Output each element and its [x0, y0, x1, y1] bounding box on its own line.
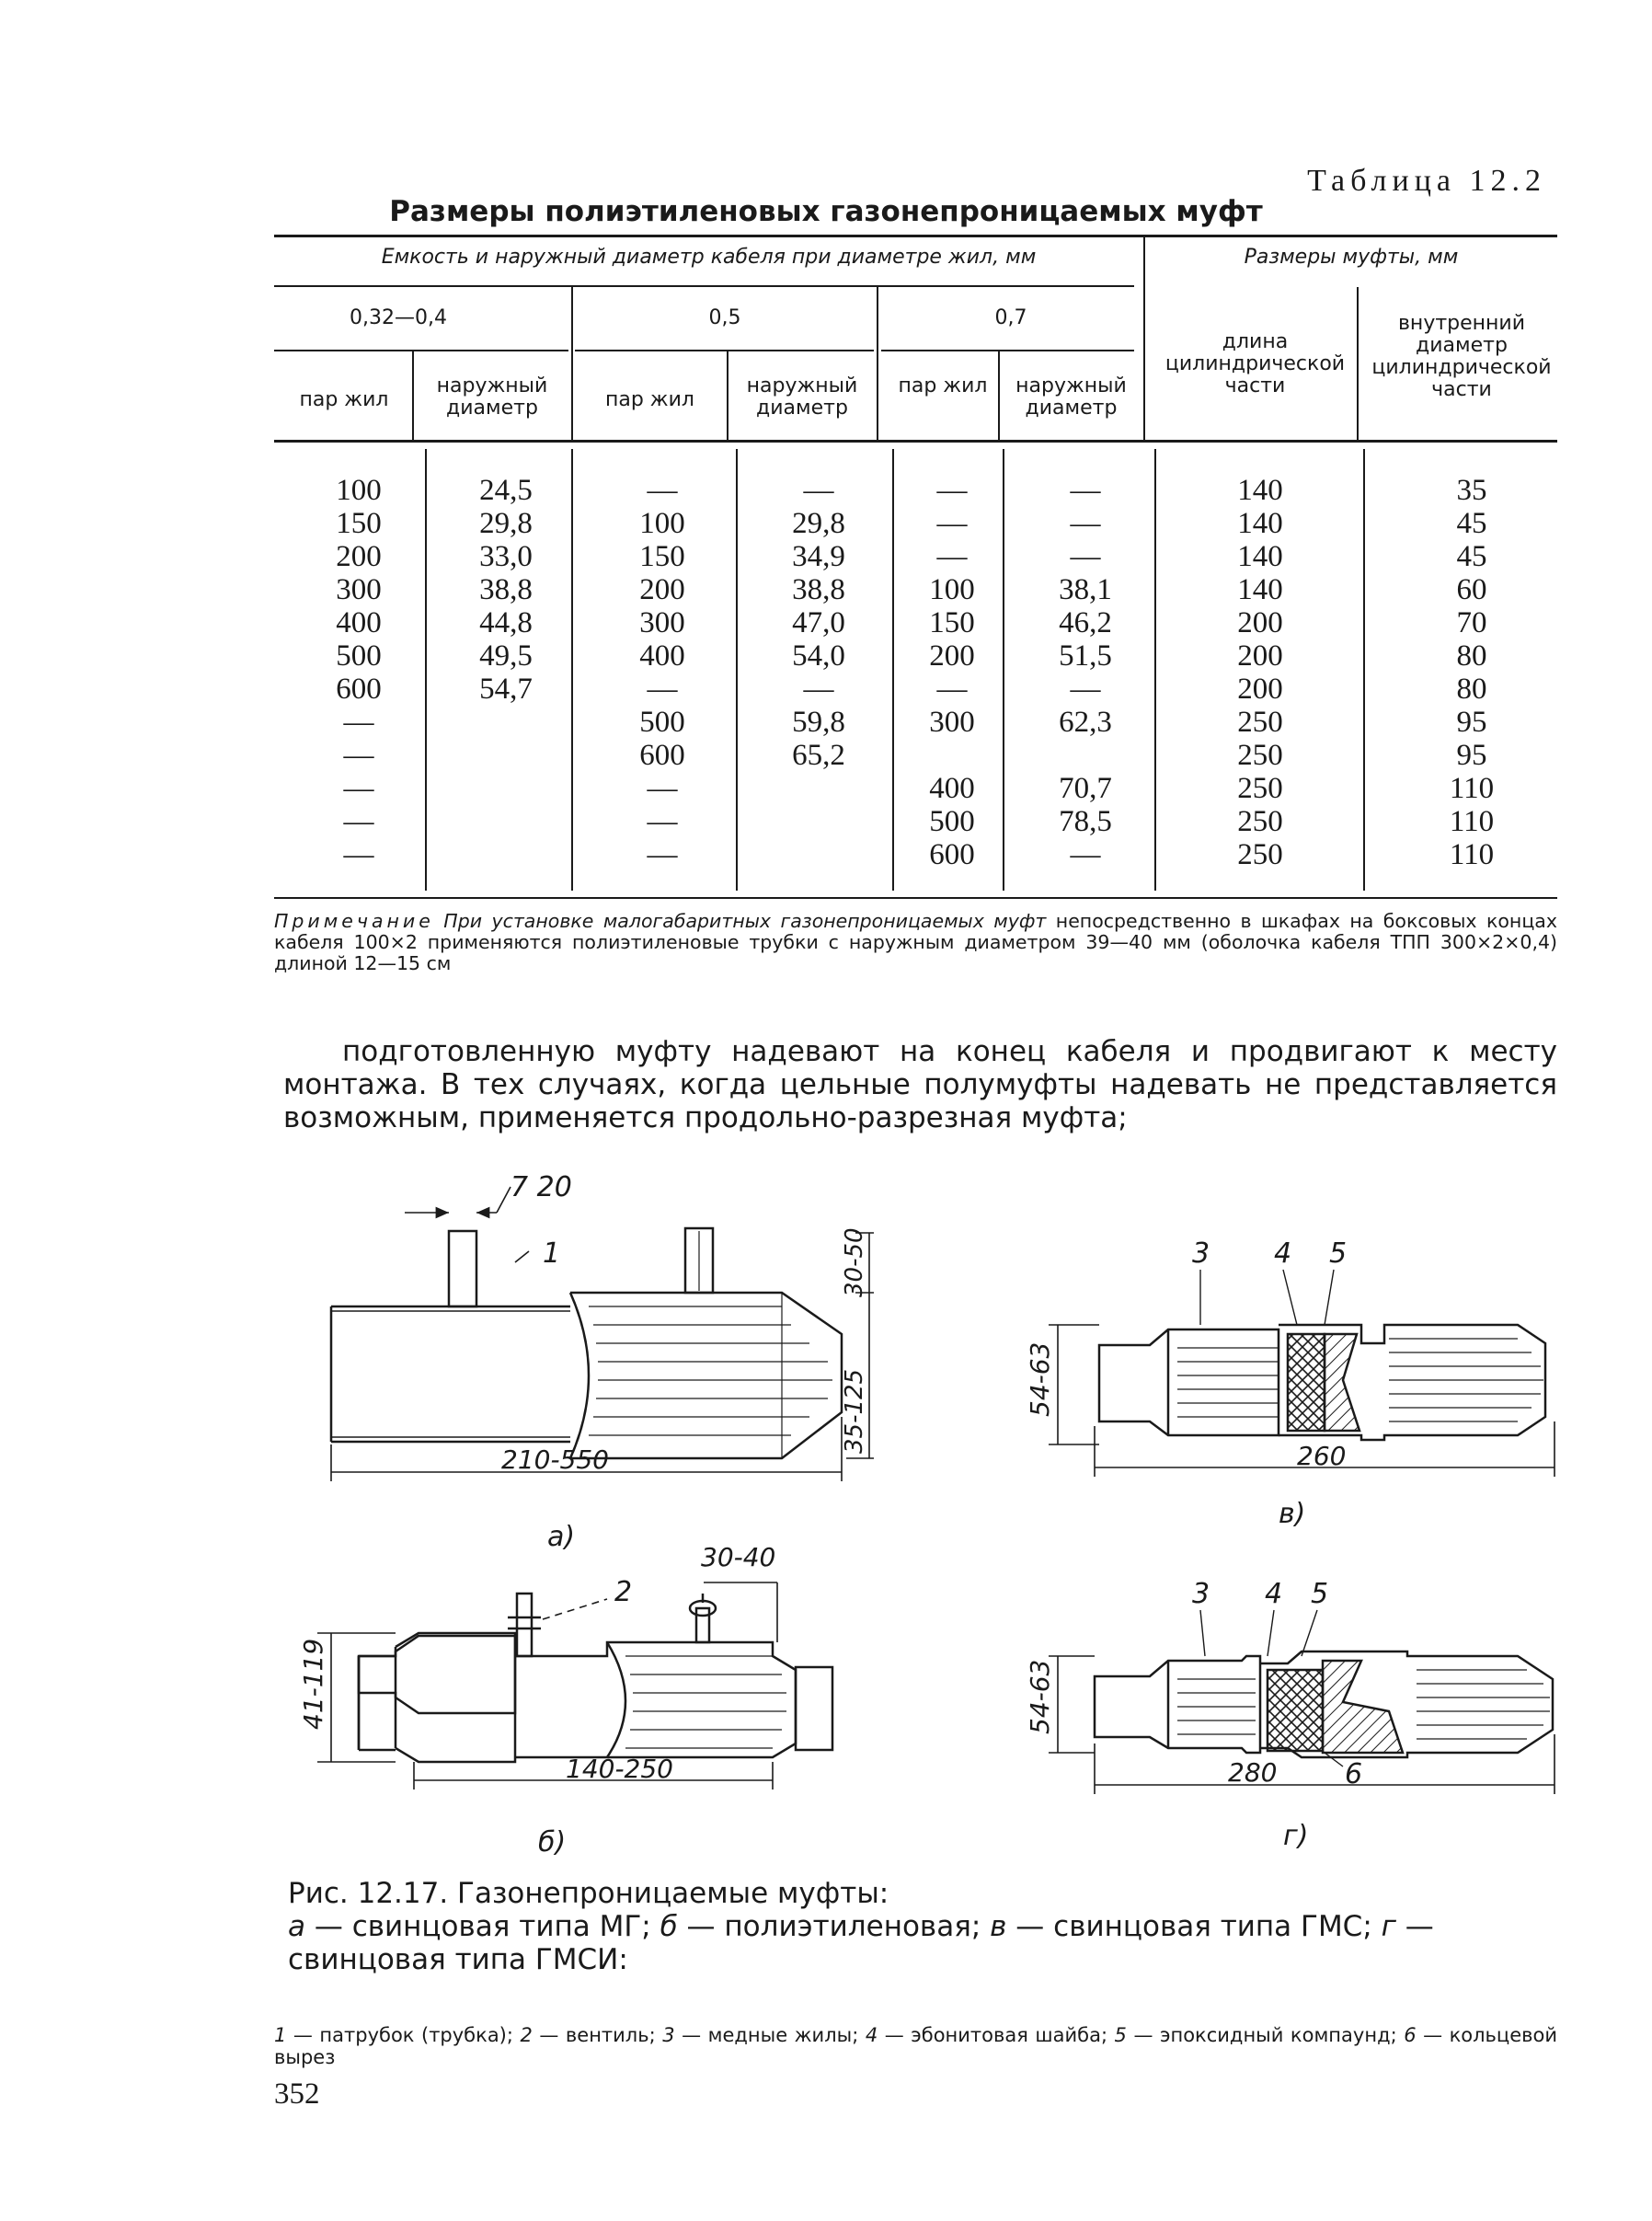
dim-b-top: 30-40 [701, 1542, 776, 1572]
table-cell: 100 [639, 507, 685, 540]
table-cell: 400 [639, 639, 685, 673]
table-cell: 54,0 [792, 639, 845, 673]
table-cell: 200 [336, 540, 382, 573]
table-cell: — [936, 474, 968, 507]
table-cell: — [343, 805, 374, 838]
table-cell: 38,8 [479, 573, 533, 606]
table-cell: 33,0 [479, 540, 533, 573]
note-italic: При установке малогабаритных газонепроницаемых муфт [443, 910, 1047, 932]
table-cell: — [936, 507, 968, 540]
table-cell: 70,7 [1059, 772, 1112, 805]
label-v: в) [1279, 1498, 1306, 1530]
caption-letter: г [1381, 1910, 1396, 1943]
note-label: Примечание [274, 910, 434, 932]
callout-v-4: 4 [1274, 1237, 1292, 1270]
table-cell: 150 [336, 507, 382, 540]
table-cell: 45 [1456, 507, 1487, 540]
callout-g-3: 3 [1192, 1578, 1210, 1610]
table-cell: 29,8 [792, 507, 845, 540]
legend-text: — кольцевой вырез [274, 2024, 1558, 2068]
dim-a-top: 7 20 [511, 1171, 572, 1203]
table-cell: 34,9 [792, 540, 845, 573]
caption-letter: в [990, 1910, 1007, 1943]
page-number: 352 [274, 2077, 320, 2111]
table-cell: — [647, 838, 678, 871]
table-cell: — [343, 772, 374, 805]
table-cell: — [1070, 540, 1101, 573]
legend-text: — патрубок (трубка); [286, 2024, 521, 2046]
table-cell: 200 [639, 573, 685, 606]
caption-text: — полиэтиленовая; [677, 1910, 991, 1943]
table-cell: 110 [1449, 838, 1495, 871]
callout-2: 2 [614, 1576, 633, 1608]
table-cell: 250 [1237, 772, 1283, 805]
header-diam-032: 0,32—0,4 [350, 306, 447, 329]
table-cell: 110 [1449, 805, 1495, 838]
dim-b-bottom: 140-250 [566, 1754, 673, 1784]
table-cell: 100 [336, 474, 382, 507]
table-cell: 400 [336, 606, 382, 639]
header-pairs-1: пар жил [299, 388, 389, 411]
table-cell: 59,8 [792, 706, 845, 739]
callout-g-5: 5 [1311, 1578, 1329, 1610]
table-cell: 250 [1237, 838, 1283, 871]
callout-g-4: 4 [1265, 1578, 1283, 1610]
table-cell: 49,5 [479, 639, 533, 673]
header-outer-3: наружный диаметр [1015, 374, 1127, 420]
table-cell: 38,8 [792, 573, 845, 606]
table-cell: — [1070, 474, 1101, 507]
callout-1: 1 [543, 1237, 561, 1270]
caption-text: — свинцовая типа ГМС; [1006, 1910, 1382, 1943]
caption-letter: б [660, 1910, 678, 1943]
table-cell: — [343, 838, 374, 871]
callout-v-3: 3 [1192, 1237, 1210, 1270]
caption-text: — свинцовая типа МГ; [305, 1910, 660, 1943]
table-cell: — [1070, 673, 1101, 706]
table-cell: 100 [929, 573, 975, 606]
table-cell: 62,3 [1059, 706, 1112, 739]
table-cell: 24,5 [479, 474, 533, 507]
dim-g-left: 54-63 [1025, 1659, 1055, 1734]
table-cell: 250 [1237, 739, 1283, 772]
header-sleeve-group: Размеры муфты, мм [1244, 246, 1459, 269]
table-cell: — [1070, 838, 1101, 871]
dim-a-bottom: 210-550 [501, 1444, 609, 1475]
header-pairs-3: пар жил [898, 374, 988, 397]
table-cell: 500 [929, 805, 975, 838]
table-cell: 300 [336, 573, 382, 606]
caption-text: — свинцовая типа ГМСИ: [288, 1910, 1434, 1976]
figure-legend [274, 2024, 1557, 2068]
table-cell: 51,5 [1059, 639, 1112, 673]
dim-v-left: 54-63 [1025, 1341, 1055, 1417]
table-cell: — [343, 739, 374, 772]
dim-a-right-top: 30-50 [841, 1227, 868, 1297]
table-cell: 38,1 [1059, 573, 1112, 606]
table-cell: 140 [1237, 540, 1283, 573]
table-cell: — [936, 540, 968, 573]
header-inner: внутренний диаметр цилиндрической части [1371, 312, 1552, 401]
label-a: а) [547, 1521, 576, 1553]
table-cell: 200 [929, 639, 975, 673]
header-cable-group: Емкость и наружный диаметр кабеля при диаметре жил, мм [381, 246, 1037, 269]
table-cell: — [647, 474, 678, 507]
table-cell: 45 [1456, 540, 1487, 573]
table-cell: — [936, 673, 968, 706]
table-cell: — [803, 474, 834, 507]
table-cell: 29,8 [479, 507, 533, 540]
table-cell: 65,2 [792, 739, 845, 772]
table-title: Размеры полиэтиленовых газонепроницаемых муфт [389, 195, 1263, 228]
legend-number: 2 [520, 2024, 533, 2046]
table-cell: — [647, 673, 678, 706]
table-cell: 60 [1456, 573, 1487, 606]
callout-v-5: 5 [1329, 1237, 1348, 1270]
caption-letter: а [288, 1910, 305, 1943]
callout-g-6: 6 [1345, 1758, 1363, 1790]
legend-number: 3 [662, 2024, 675, 2046]
legend-text: — медные жилы; [674, 2024, 866, 2046]
table-cell: 78,5 [1059, 805, 1112, 838]
header-pairs-2: пар жил [604, 388, 694, 411]
table-cell: 35 [1456, 474, 1487, 507]
dim-b-left: 41-119 [298, 1638, 328, 1730]
legend-text: — эбонитовая шайба; [878, 2024, 1115, 2046]
table-cell: 80 [1456, 673, 1487, 706]
label-g: г) [1283, 1820, 1309, 1852]
legend-number: 6 [1404, 2024, 1417, 2046]
table-cell: 200 [1237, 673, 1283, 706]
table-cell: 600 [929, 838, 975, 871]
table-cell: 300 [639, 606, 685, 639]
table-cell: 44,8 [479, 606, 533, 639]
table-cell: 46,2 [1059, 606, 1112, 639]
table-cell: — [343, 706, 374, 739]
diagram-g [1049, 1610, 1554, 1794]
header-diam-07: 0,7 [994, 306, 1027, 329]
table-cell: 140 [1237, 573, 1283, 606]
dim-g-bottom: 280 [1228, 1757, 1278, 1788]
table-cell: 140 [1237, 507, 1283, 540]
figure-caption-parts [288, 1910, 1557, 1976]
table-label: Таблица 12.2 [1307, 164, 1546, 198]
table-cell: 250 [1237, 805, 1283, 838]
table-cell: 200 [1237, 606, 1283, 639]
table-cell: 250 [1237, 706, 1283, 739]
note-text: непосредственно в шкафах на боксовых концах кабеля 100×2 применяются полиэтиленовые трубки с наружным диаметром 39—40 мм (оболочка кабеля ТПП 300×2×0,4) длиной 12—15 см [274, 910, 1557, 974]
table-cell: 500 [336, 639, 382, 673]
table-cell: — [647, 772, 678, 805]
table-cell: 500 [639, 706, 685, 739]
body-paragraph: подготовленную муфту надевают на конец кабеля и продвигают к месту монтажа. В тех случаях, когда цельные полумуфты надевать не представляется возможным, применяется продольно-разрезная муфта; [283, 1035, 1557, 1134]
table-cell: 110 [1449, 772, 1495, 805]
header-outer-1: наружный диаметр [436, 374, 548, 420]
table-cell: 80 [1456, 639, 1487, 673]
dim-a-right: 35-125 [841, 1368, 868, 1454]
table-cell: 70 [1456, 606, 1487, 639]
table-cell: 150 [639, 540, 685, 573]
legend-number: 5 [1114, 2024, 1127, 2046]
label-b: б) [538, 1826, 567, 1859]
header-outer-2: наружный диаметр [746, 374, 858, 420]
figure-caption-title: Рис. 12.17. Газонепроницаемые муфты: [288, 1877, 889, 1910]
legend-text: — вентиль; [532, 2024, 663, 2046]
table-cell: 95 [1456, 739, 1487, 772]
legend-text: — эпоксидный компаунд; [1126, 2024, 1405, 2046]
dim-v-bottom: 260 [1297, 1441, 1347, 1471]
legend-number: 1 [274, 2024, 287, 2046]
table-cell: — [647, 805, 678, 838]
table-cell: 200 [1237, 639, 1283, 673]
table-cell: 140 [1237, 474, 1283, 507]
table-cell: 400 [929, 772, 975, 805]
table-cell: 600 [639, 739, 685, 772]
table-cell: — [1070, 507, 1101, 540]
header-length: длина цилиндрической части [1164, 330, 1346, 397]
figure-caption [288, 1877, 1557, 1976]
table-cell: 300 [929, 706, 975, 739]
table-cell: 150 [929, 606, 975, 639]
header-diam-05: 0,5 [708, 306, 741, 329]
diagram-a [331, 1187, 874, 1481]
table-cell: 600 [336, 673, 382, 706]
table-cell: — [803, 673, 834, 706]
table-cell: 54,7 [479, 673, 533, 706]
legend-number: 4 [865, 2024, 878, 2046]
table-cell: 95 [1456, 706, 1487, 739]
table-cell: 47,0 [792, 606, 845, 639]
